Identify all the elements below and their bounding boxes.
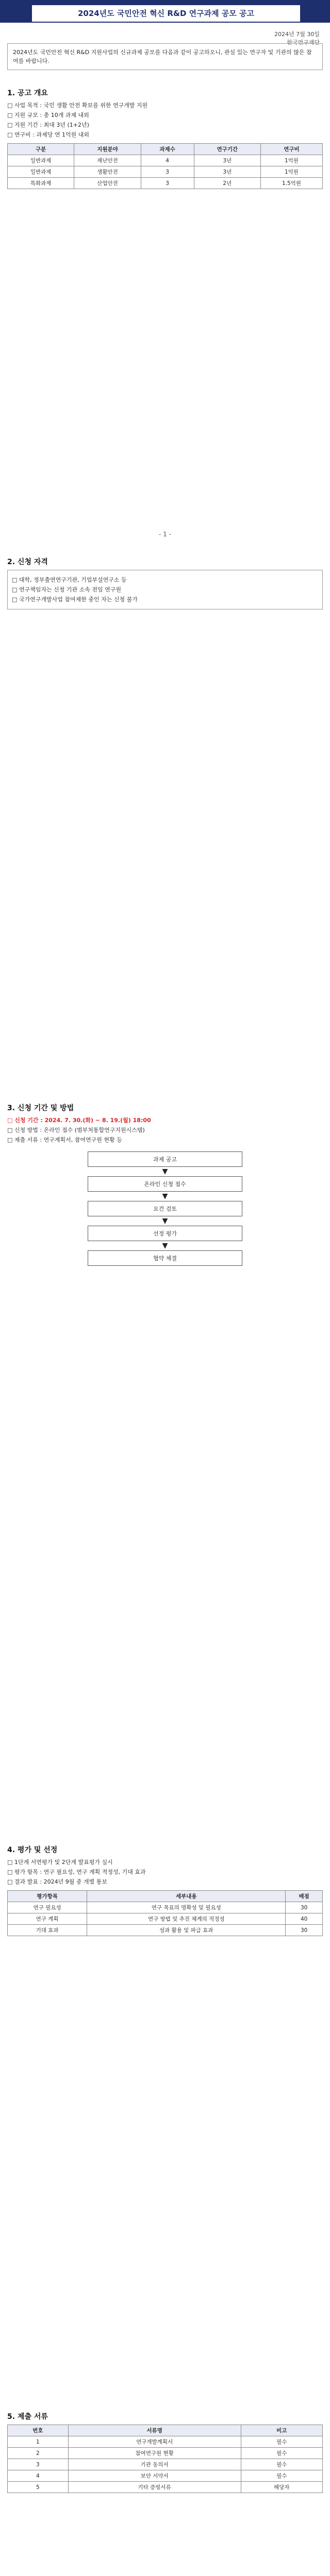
cell: 일반과제: [8, 155, 74, 166]
table-row: [8, 155, 323, 166]
cell: 보안 서약서: [68, 2470, 241, 2482]
cell: 일반과제: [8, 166, 74, 178]
flow-step: 협약 체결: [88, 1250, 242, 1266]
cell: 1억원: [260, 155, 322, 166]
evaluation-table: [7, 1890, 323, 1936]
flow-step: 온라인 신청 접수: [88, 1176, 242, 1192]
section-title: 4. 평가 및 선정: [7, 1846, 58, 1854]
line: □ 연구책임자는 신청 기관 소속 전임 연구원: [12, 586, 122, 593]
date: 2024년 7월 30일: [274, 31, 320, 38]
th: 연구비: [260, 144, 322, 155]
cell: 3: [141, 178, 194, 189]
cell: 3: [8, 2459, 69, 2470]
arrow-down-icon: ▼: [162, 1217, 168, 1225]
arrow-down-icon: ▼: [162, 1242, 168, 1250]
cell: 특화과제: [8, 178, 74, 189]
cell: 3: [141, 166, 194, 178]
documents-table: [7, 2425, 323, 2493]
line: □ 연구비 : 과제당 연 1억원 내외: [7, 131, 89, 138]
cell: 산업안전: [74, 178, 141, 189]
cell: 기대 효과: [8, 1925, 87, 1936]
table-row: [8, 166, 323, 178]
th: 평가항목: [8, 1891, 87, 1902]
cell: 연구개발계획서: [68, 2436, 241, 2448]
section-1: [7, 88, 323, 189]
th: 비고: [241, 2425, 322, 2436]
cell: 참여연구원 현황: [68, 2448, 241, 2459]
cell: 2년: [194, 178, 260, 189]
cell: 30: [286, 1925, 323, 1936]
line: □ 사업 목적 : 국민 생활 안전 확보를 위한 연구개발 지원: [7, 102, 148, 109]
cell: 성과 활용 및 파급 효과: [87, 1925, 286, 1936]
cell: 기타 증빙서류: [68, 2482, 241, 2493]
cell: 연구 목표의 명확성 및 필요성: [87, 1902, 286, 1913]
cell: 5: [8, 2482, 69, 2493]
cell: 4: [141, 155, 194, 166]
cell: 3년: [194, 166, 260, 178]
intro-box: 2024년도 국민안전 혁신 R&D 지원사업의 신규과제 공모를 다음과 같이 공고하오니, 관심 있는 연구자 및 기관의 많은 참여를 바랍니다.: [7, 43, 323, 70]
section-title: 1. 공고 개요: [7, 89, 48, 97]
line: □ 평가 항목 : 연구 필요성, 연구 계획 적정성, 기대 효과: [7, 1869, 146, 1875]
table-row: [8, 178, 323, 189]
cell: 기관 동의서: [68, 2459, 241, 2470]
line: □ 1단계 서면평가 및 2단계 발표평가 실시: [7, 1859, 113, 1866]
page-divider: - 1 -: [159, 531, 171, 538]
th: 과제수: [141, 144, 194, 155]
section-4: [7, 1844, 323, 1936]
table-row: [8, 2436, 323, 2448]
line: □ 지원 기간 : 최대 3년 (1+2년): [7, 122, 89, 128]
flow-step: 선정 평가: [88, 1226, 242, 1241]
page-title: 2024년도 국민안전 혁신 R&D 연구과제 공모 공고: [31, 4, 301, 23]
cell: 재난안전: [74, 155, 141, 166]
table-row: [8, 2459, 323, 2470]
section-3: [7, 1103, 323, 1266]
cell: 필수: [241, 2470, 322, 2482]
support-table: [7, 143, 323, 189]
table-row: [8, 2482, 323, 2493]
table-row: [8, 2470, 323, 2482]
th: 지원분야: [74, 144, 141, 155]
flow-step: 과제 공고: [88, 1151, 242, 1167]
th: 번호: [8, 2425, 69, 2436]
arrow-down-icon: ▼: [162, 1167, 168, 1176]
section-title: 3. 신청 기간 및 방법: [7, 1104, 74, 1112]
cell: 1.5억원: [260, 178, 322, 189]
section-2: [7, 556, 323, 609]
table-row: [8, 2448, 323, 2459]
arrow-down-icon: ▼: [162, 1192, 168, 1200]
table-row: [8, 1925, 323, 1936]
line: □ 신청 기간 : 2024. 7. 30.(화) ~ 8. 19.(월) 18:00: [7, 1117, 151, 1124]
th: 배점: [286, 1891, 323, 1902]
cell: 1억원: [260, 166, 322, 178]
cell: 연구 방법 및 추진 체계의 적정성: [87, 1913, 286, 1925]
cell: 1: [8, 2436, 69, 2448]
th: 세부내용: [87, 1891, 286, 1902]
cell: 해당자: [241, 2482, 322, 2493]
cell: 3년: [194, 155, 260, 166]
process-flow: [88, 1151, 242, 1266]
section-title: 2. 신청 자격: [7, 558, 48, 566]
cell: 연구 필요성: [8, 1902, 87, 1913]
eligibility-box: [7, 570, 323, 609]
line: □ 신청 방법 : 온라인 접수 (범부처통합연구지원시스템): [7, 1127, 145, 1133]
section-title: 5. 제출 서류: [7, 2413, 48, 2421]
line: □ 국가연구개발사업 참여제한 중인 자는 신청 불가: [12, 596, 138, 603]
cell: 4: [8, 2470, 69, 2482]
cell: 40: [286, 1913, 323, 1925]
cell: 생활안전: [74, 166, 141, 178]
flow-step: 요건 검토: [88, 1201, 242, 1216]
cell: 필수: [241, 2459, 322, 2470]
cell: 연구 계획: [8, 1913, 87, 1925]
table-row: [8, 1902, 323, 1913]
cell: 필수: [241, 2436, 322, 2448]
cell: 필수: [241, 2448, 322, 2459]
line: □ 지원 규모 : 총 10개 과제 내외: [7, 112, 89, 118]
section-5: [7, 2411, 323, 2493]
cell: 30: [286, 1902, 323, 1913]
table-row: [8, 1913, 323, 1925]
line: □ 결과 발표 : 2024년 9월 중 개별 통보: [7, 1878, 107, 1885]
cell: 2: [8, 2448, 69, 2459]
th: 구분: [8, 144, 74, 155]
org: 한국연구재단: [287, 39, 320, 46]
line: □ 제출 서류 : 연구계획서, 참여연구원 현황 등: [7, 1137, 122, 1143]
line: □ 대학, 정부출연연구기관, 기업부설연구소 등: [12, 577, 127, 583]
th: 서류명: [68, 2425, 241, 2436]
th: 연구기간: [194, 144, 260, 155]
